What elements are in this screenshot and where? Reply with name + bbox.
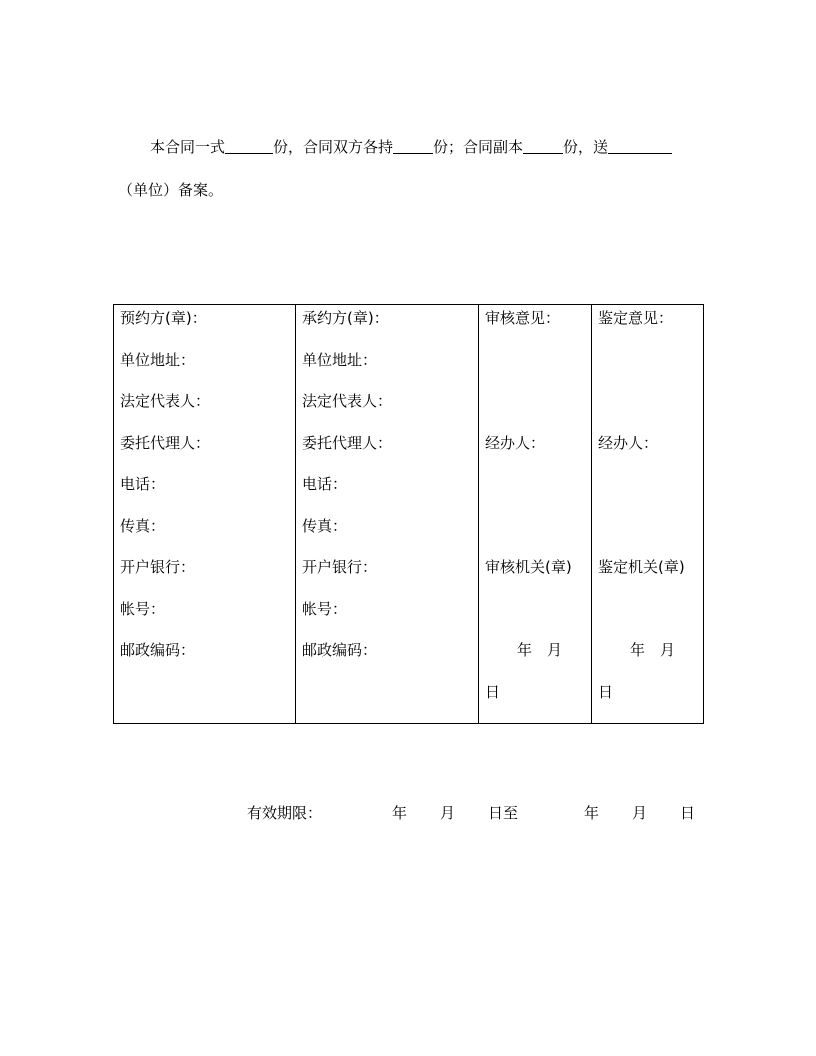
accepting-address-label: 单位地址： xyxy=(302,350,378,369)
copies-text-4: 份，送 xyxy=(563,138,609,156)
reserving-party-label: 预约方(章)： xyxy=(120,309,207,327)
appraisal-opinion-cell xyxy=(592,305,704,724)
filing-line: （单位）备案。 xyxy=(118,181,224,199)
reserving-agent-label: 委托代理人： xyxy=(120,433,211,452)
reserving-postcode-label: 邮政编码： xyxy=(120,641,196,659)
copies-text-2: 份，合同双方各持 xyxy=(273,138,394,156)
accepting-party-label: 承约方(章)： xyxy=(302,309,389,327)
accepting-postcode-label: 邮政编码： xyxy=(302,641,378,659)
accepting-legal-rep-label: 法定代表人： xyxy=(302,392,393,410)
reserving-party-cell xyxy=(114,305,296,724)
review-handler-label: 经办人： xyxy=(485,433,546,452)
review-opinion-cell xyxy=(479,305,592,724)
validity-label: 有效期限： xyxy=(247,804,323,822)
appraisal-day-label: 日 xyxy=(598,682,614,701)
reserving-fax-label: 传真： xyxy=(120,516,166,535)
accepting-bank-label: 开户银行： xyxy=(302,558,378,576)
each-party-copies-blank[interactable] xyxy=(393,137,433,154)
copies-text-1: 本合同一式 xyxy=(150,138,226,156)
filing-unit-blank[interactable] xyxy=(608,137,672,154)
appraisal-authority-label: 鉴定机关(章) xyxy=(598,558,685,576)
accepting-party-cell xyxy=(296,305,479,724)
reserving-account-label: 帐号： xyxy=(120,599,166,618)
accepting-fax-label: 传真： xyxy=(302,516,348,535)
accepting-account-label: 帐号： xyxy=(302,599,348,618)
review-day-label: 日 xyxy=(485,682,501,701)
review-date-line: 年 月 xyxy=(517,641,563,659)
review-authority-label: 审核机关(章) xyxy=(485,558,572,576)
appraisal-opinion-label: 鉴定意见： xyxy=(598,309,674,327)
copies-paragraph xyxy=(150,137,672,157)
accepting-agent-label: 委托代理人： xyxy=(302,433,393,452)
reserving-bank-label: 开户银行： xyxy=(120,558,196,576)
validity-start-month: 月 xyxy=(440,804,456,822)
validity-start-day-to: 日至 xyxy=(488,804,519,822)
reserving-phone-label: 电话： xyxy=(120,475,166,493)
copies-text-3: 份；合同副本 xyxy=(433,138,524,156)
validity-end-year: 年 xyxy=(584,804,600,822)
review-opinion-label: 审核意见： xyxy=(485,309,561,327)
signature-table xyxy=(113,304,704,724)
total-copies-blank[interactable] xyxy=(225,137,273,154)
reserving-address-label: 单位地址： xyxy=(120,350,196,369)
appraisal-date-line: 年 月 xyxy=(630,641,676,659)
validity-end-day: 日 xyxy=(680,804,696,822)
appraisal-handler-label: 经办人： xyxy=(598,433,659,452)
duplicate-copies-blank[interactable] xyxy=(523,137,563,154)
validity-end-month: 月 xyxy=(632,804,648,822)
accepting-phone-label: 电话： xyxy=(302,475,348,493)
validity-start-year: 年 xyxy=(392,804,408,822)
reserving-legal-rep-label: 法定代表人： xyxy=(120,392,211,410)
